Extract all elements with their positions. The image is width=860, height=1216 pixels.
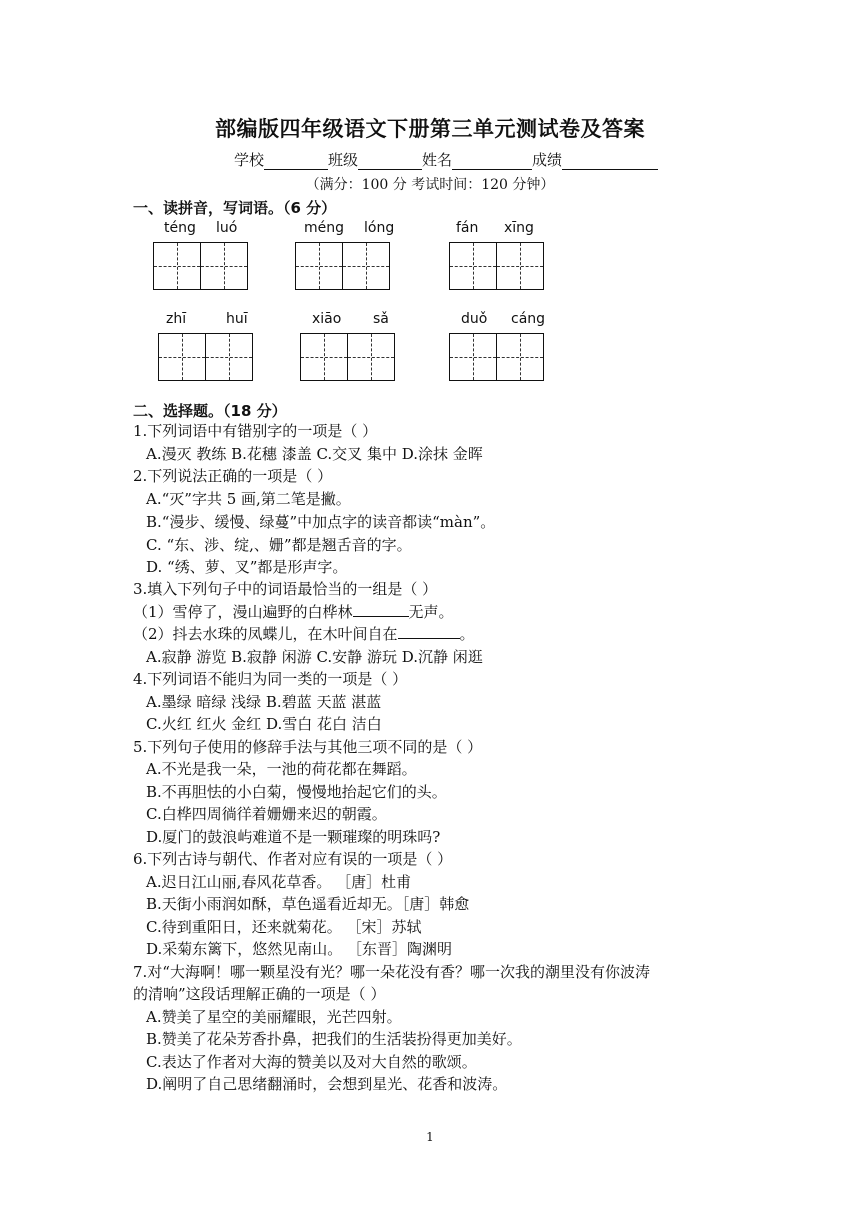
writing-cell[interactable] (449, 333, 497, 381)
school-blank[interactable] (264, 153, 328, 170)
q7-option-d: D.阐明了自己思绪翻涌时，会想到星光、花香和波涛。 (146, 1075, 508, 1093)
score-label: 成绩 (532, 151, 563, 169)
q3-blank-1[interactable] (353, 601, 409, 617)
question-3: 3.填入下列句子中的词语最恰当的一组是（ ） (133, 580, 438, 598)
pinyin-5a: xiāo (312, 311, 342, 327)
writing-cell[interactable] (300, 333, 348, 381)
q5-option-c: C.白桦四周徜徉着姗姗来迟的朝霞。 (146, 805, 387, 823)
writing-grid-1[interactable] (153, 242, 247, 290)
exam-subtitle: （满分：100 分 考试时间：120 分钟） (305, 177, 555, 193)
q6-option-d: D.采菊东篱下，悠然见南山。 ［东晋］陶渊明 (146, 940, 453, 958)
q6-option-b: B.天街小雨润如酥，草色遥看近却无。［唐］韩愈 (146, 895, 470, 913)
q5-option-d: D.厦门的鼓浪屿难道不是一颗璀璨的明珠吗? (146, 828, 441, 846)
q6-option-c: C.待到重阳日，还来就菊花。 ［宋］苏轼 (146, 918, 422, 936)
name-blank[interactable] (452, 153, 532, 170)
pinyin-3a: fán (456, 220, 479, 236)
q7-option-a: A.赞美了星空的美丽耀眼，光芒四射。 (146, 1008, 402, 1026)
q4-options-ab: A.墨绿 暗绿 浅绿 B.碧蓝 天蓝 湛蓝 (146, 693, 382, 711)
writing-cell[interactable] (347, 333, 395, 381)
writing-cell[interactable] (496, 242, 544, 290)
page-title: 部编版四年级语文下册第三单元测试卷及答案 (215, 117, 645, 141)
question-5: 5.下列句子使用的修辞手法与其他三项不同的是（ ） (133, 738, 483, 756)
section-2-heading: 二、选择题。（18 分） (133, 402, 287, 420)
writing-grid-6[interactable] (449, 333, 543, 381)
q3-sentence-1 (133, 601, 454, 623)
writing-cell[interactable] (200, 242, 248, 290)
q3-sentence-2 (133, 623, 475, 645)
q2-option-c: C. “东、涉、绽,、姗”都是翘舌音的字。 (146, 536, 412, 554)
pinyin-2a: méng (304, 220, 345, 236)
q3-sentence-1-end: 无声。 (408, 603, 454, 621)
q1-options: A.漫灭 教练 B.花穗 漆盖 C.交叉 集中 D.涂抹 金晖 (146, 445, 483, 463)
writing-grid-4[interactable] (158, 333, 252, 381)
score-blank[interactable] (562, 153, 658, 170)
writing-grid-2[interactable] (295, 242, 389, 290)
question-6: 6.下列古诗与朝代、作者对应有误的一项是（ ） (133, 850, 453, 868)
q5-option-b: B.不再胆怯的小白菊，慢慢地抬起它们的头。 (146, 783, 447, 801)
q2-option-b: B.“漫步、缓慢、绿蔓”中加点字的读音都读“màn”。 (146, 513, 496, 531)
page-number: 1 (426, 1130, 434, 1144)
q2-option-d: D. “绣、萝、叉”都是形声字。 (146, 558, 348, 576)
question-2: 2.下列说法正确的一项是（ ） (133, 467, 333, 485)
section-1-heading: 一、读拼音，写词语。（6 分） (133, 199, 337, 217)
q3-blank-2[interactable] (398, 623, 460, 639)
question-1: 1.下列词语中有错别字的一项是（ ） (133, 422, 378, 440)
writing-grid-3[interactable] (449, 242, 543, 290)
q3-sentence-2-start: （2）抖去水珠的凤蝶儿，在木叶间自在 (133, 625, 398, 643)
pinyin-1b: luó (216, 220, 238, 236)
question-7-line-2: 的清响”这段话理解正确的一项是（ ） (133, 985, 386, 1003)
pinyin-6a: duǒ (461, 311, 488, 327)
q3-sentence-1-start: （1）雪停了，漫山遍野的白桦林 (133, 603, 353, 621)
q3-sentence-2-end: 。 (459, 625, 475, 643)
q4-options-cd: C.火红 红火 金红 D.雪白 花白 洁白 (146, 715, 382, 733)
q5-option-a: A.不光是我一朵，一池的荷花都在舞蹈。 (146, 760, 417, 778)
question-4: 4.下列词语不能归为同一类的一项是（ ） (133, 670, 408, 688)
writing-cell[interactable] (205, 333, 253, 381)
q3-options: A.寂静 游览 B.寂静 闲游 C.安静 游玩 D.沉静 闲逛 (146, 648, 483, 666)
school-label: 学校 (234, 151, 265, 169)
writing-cell[interactable] (496, 333, 544, 381)
name-label: 姓名 (422, 151, 453, 169)
writing-cell[interactable] (342, 242, 390, 290)
q7-option-c: C.表达了作者对大海的赞美以及对大自然的歌颂。 (146, 1053, 477, 1071)
class-label: 班级 (328, 151, 359, 169)
pinyin-4b: huī (226, 311, 248, 327)
pinyin-6b: cáng (511, 311, 546, 327)
pinyin-2b: lóng (364, 220, 395, 236)
q7-option-b: B.赞美了花朵芳香扑鼻，把我们的生活装扮得更加美好。 (146, 1030, 522, 1048)
writing-cell[interactable] (158, 333, 206, 381)
class-blank[interactable] (358, 153, 422, 170)
pinyin-5b: sǎ (373, 311, 389, 327)
q6-option-a: A.迟日江山丽,春风花草香。 ［唐］杜甫 (146, 873, 412, 891)
writing-cell[interactable] (295, 242, 343, 290)
question-7-line-1: 7.对“大海啊！哪一颗星没有光？哪一朵花没有香？哪一次我的潮里没有你波涛 (133, 963, 650, 981)
writing-grid-5[interactable] (300, 333, 394, 381)
writing-cell[interactable] (449, 242, 497, 290)
pinyin-1a: téng (164, 220, 196, 236)
pinyin-4a: zhī (166, 311, 187, 327)
q2-option-a: A.“灭”字共 5 画,第二笔是撇。 (146, 490, 351, 508)
writing-cell[interactable] (153, 242, 201, 290)
student-info-line (234, 149, 658, 170)
pinyin-3b: xīng (504, 220, 534, 236)
